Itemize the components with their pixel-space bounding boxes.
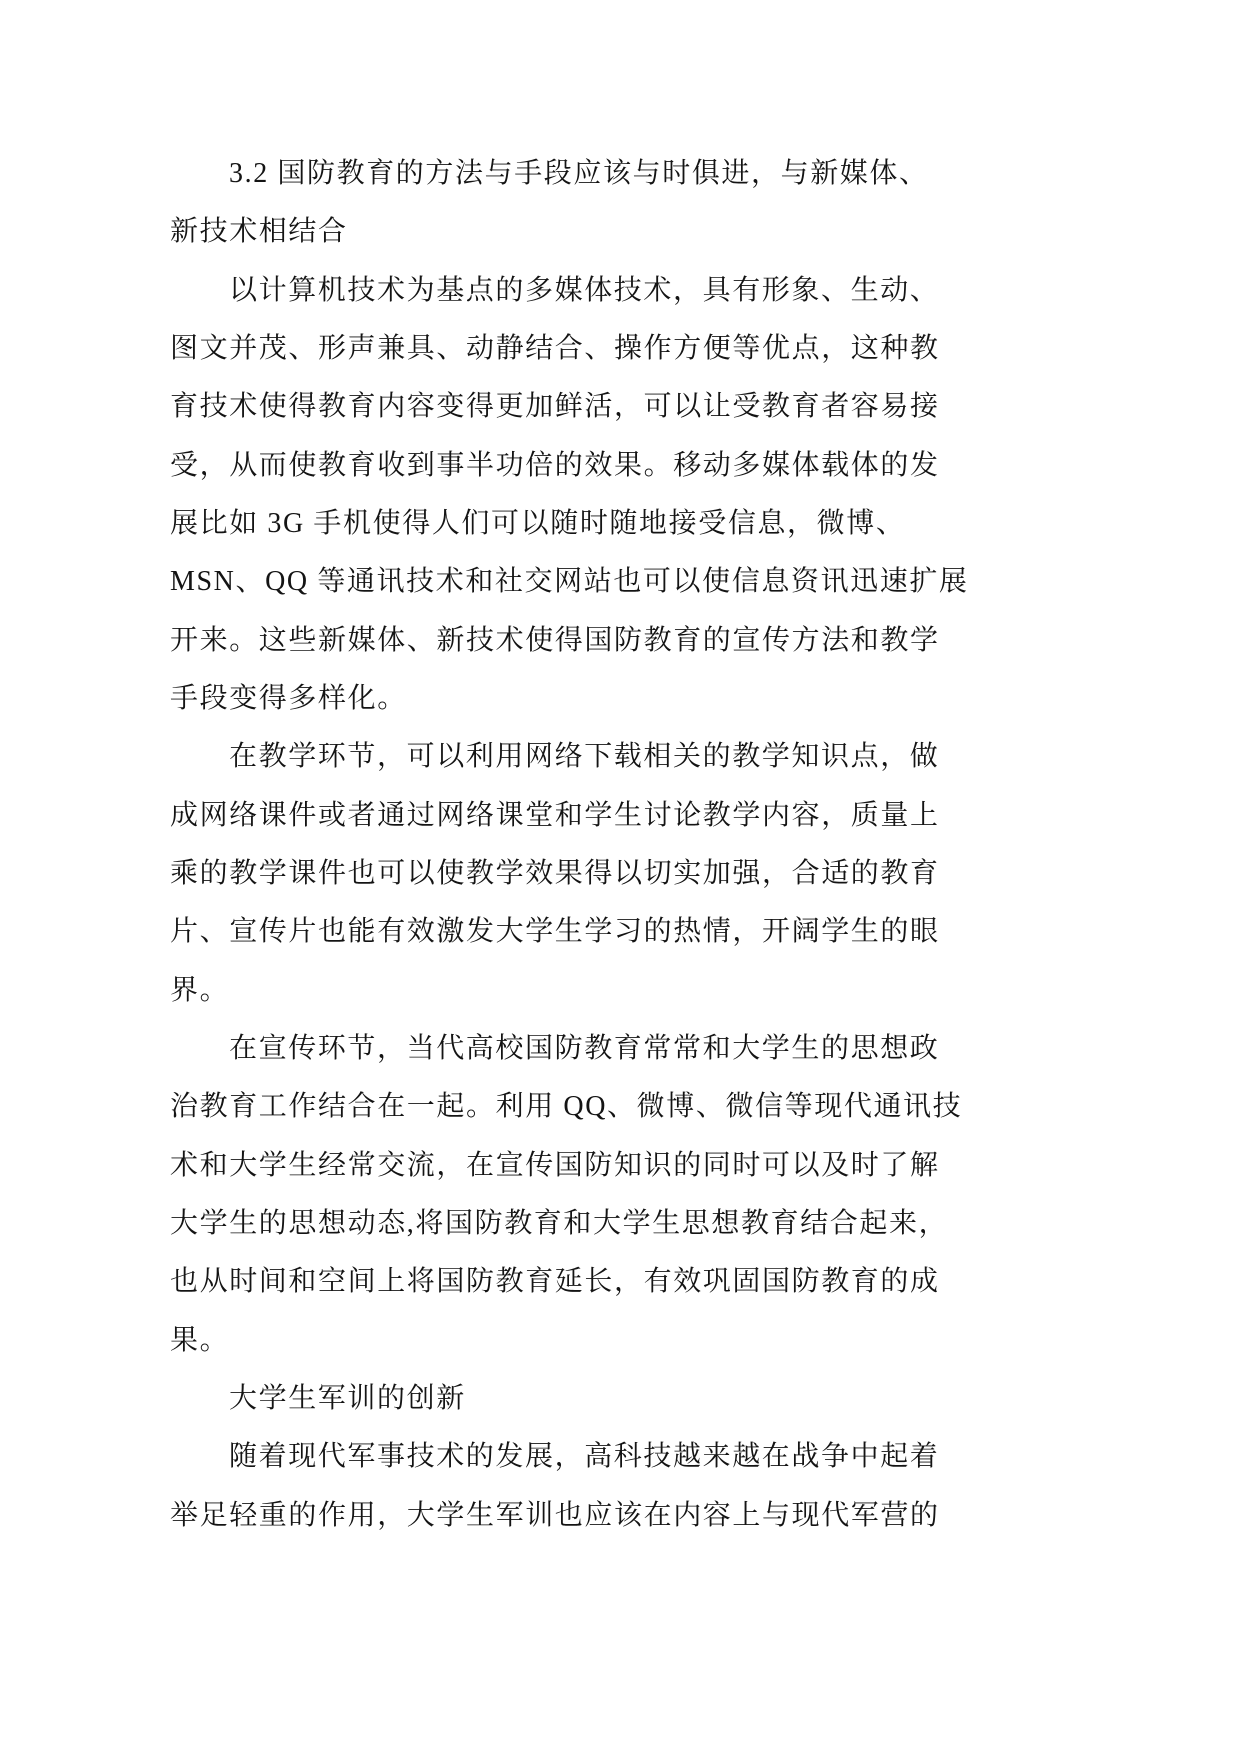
text-line: 术和大学生经常交流，在宣传国防知识的同时可以及时了解 [170, 1149, 940, 1181]
text-line: 在宣传环节，当代高校国防教育常常和大学生的思想政 [229, 1032, 940, 1064]
text-line: 受，从而使教育收到事半功倍的效果。移动多媒体载体的发 [170, 449, 940, 481]
paragraph [170, 1428, 1070, 1545]
text-line: 手段变得多样化。 [170, 682, 407, 714]
text-line: 果。 [170, 1324, 230, 1356]
text-line: 界。 [170, 974, 230, 1006]
text-line: 大学生的思想动态,将国防教育和大学生思想教育结合起来， [170, 1207, 949, 1239]
text-line: 图文并茂、形声兼具、动静结合、操作方便等优点，这种教 [170, 332, 940, 364]
text-line: 以计算机技术为基点的多媒体技术，具有形象、生动、 [229, 274, 940, 306]
text-line: 新技术相结合 [170, 216, 348, 248]
text-line: 3.2 国防教育的方法与手段应该与时俱进，与新媒体、 [229, 158, 929, 189]
text-line: 乘的教学课件也可以使教学效果得以切实加强，合适的教育 [170, 857, 940, 889]
text-line: 片、宣传片也能有效激发大学生学习的热情，开阔学生的眼 [170, 916, 940, 948]
section-heading [170, 145, 1070, 262]
text-line: 随着现代军事技术的发展，高科技越来越在战争中起着 [229, 1441, 940, 1473]
section-heading [170, 1370, 1070, 1428]
paragraph [170, 262, 1070, 729]
paragraph [170, 728, 1070, 1020]
text-line: 开来。这些新媒体、新技术使得国防教育的宣传方法和教学 [170, 624, 940, 656]
text-line: MSN、QQ 等通讯技术和社交网站也可以使信息资讯迅速扩展 [170, 566, 969, 598]
text-line: 大学生军训的创新 [229, 1382, 466, 1414]
text-line: 在教学环节，可以利用网络下载相关的教学知识点，做 [229, 741, 940, 773]
text-line: 展比如 3G 手机使得人们可以随时随地接受信息，微博、 [170, 507, 906, 539]
text-line: 治教育工作结合在一起。利用 QQ、微博、微信等现代通讯技 [170, 1091, 963, 1123]
paragraph [170, 1020, 1070, 1370]
text-line: 育技术使得教育内容变得更加鲜活，可以让受教育者容易接 [170, 391, 940, 423]
document-body [170, 145, 1070, 1545]
text-line: 也从时间和空间上将国防教育延长，有效巩固国防教育的成 [170, 1266, 940, 1298]
text-line: 成网络课件或者通过网络课堂和学生讨论教学内容，质量上 [170, 799, 940, 831]
text-line: 举足轻重的作用，大学生军训也应该在内容上与现代军营的 [170, 1499, 940, 1531]
